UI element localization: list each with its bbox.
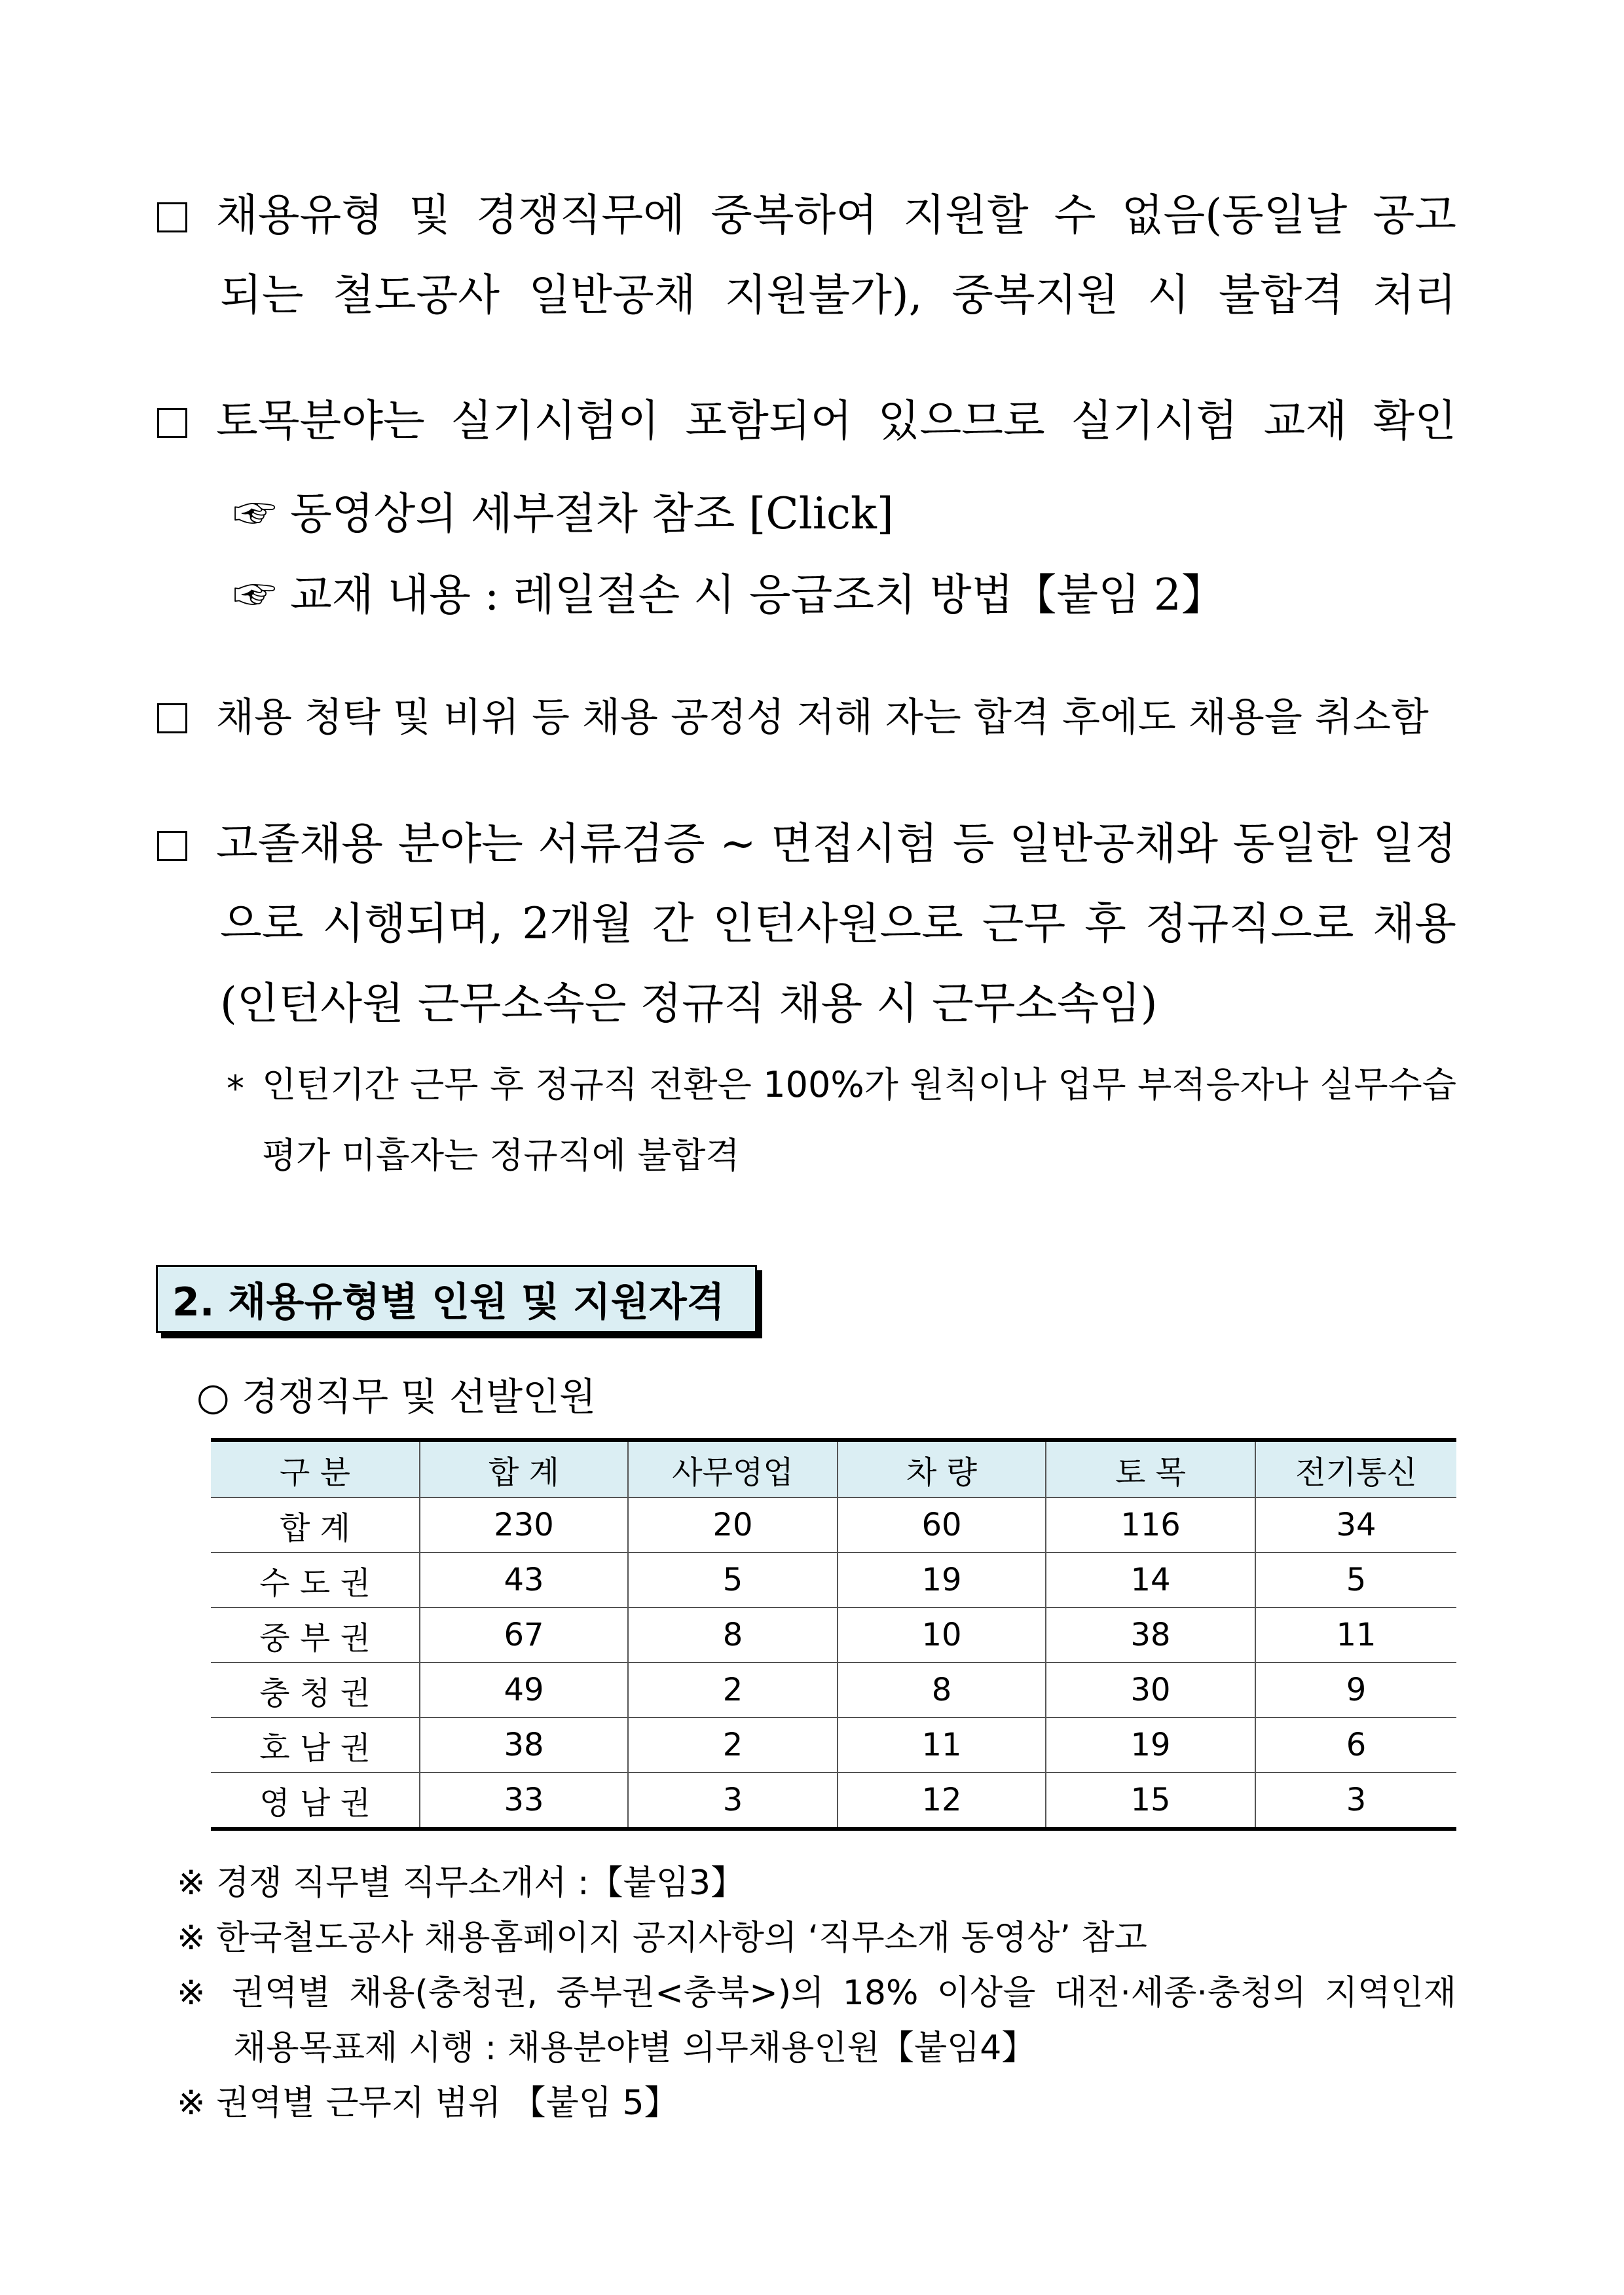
footnote-line-1: 인턴기간 근무 후 정규직 전환은 100%가 원칙이나 업무 부적응자나 실무수습 <box>262 1064 1456 1105</box>
section-title: 2. 채용유형별 인원 및 지원자격 <box>172 1279 725 1325</box>
table-cell: 12 <box>838 1772 1046 1829</box>
table-cell: 33 <box>420 1772 628 1829</box>
table-cell: 116 <box>1046 1497 1255 1552</box>
bullet-4-line-3: (인턴사원 근무소속은 정규직 채용 시 근무소속임) <box>220 978 1158 1029</box>
bullet-1-line-1: 채용유형 및 경쟁직무에 중복하여 지원할 수 없음(동일날 공고 <box>157 194 1456 237</box>
table-cell: 43 <box>420 1552 628 1607</box>
table-cell: 67 <box>420 1607 628 1662</box>
table-cell: 230 <box>420 1497 628 1552</box>
table-cell: 49 <box>420 1662 628 1717</box>
table-header-cell: 차 량 <box>838 1440 1046 1497</box>
checkbox-icon <box>157 202 187 232</box>
note-3-continued: 채용목표제 시행 : 채용분야별 의무채용인원【붙임4】 <box>233 2029 1036 2068</box>
note-2: ※ 한국철도공사 채용홈페이지 공지사항의 ‘직무소개 동영상’ 참고 <box>177 1919 1147 1958</box>
footnote-line-2: 평가 미흡자는 정규직에 불합격 <box>262 1135 740 1176</box>
textbook-content-reference: ☞ 교재 내용 : 레일절손 시 응급조치 방법【붙임 2】 <box>233 570 1225 620</box>
table-cell: 20 <box>628 1497 838 1552</box>
note-4: ※ 권역별 근무지 범위 【붙임 5】 <box>177 2084 678 2123</box>
bullet-3-line-1: 채용 청탁 및 비위 등 채용 공정성 저해 자는 합격 후에도 채용을 취소함 <box>157 698 1429 737</box>
table-cell: 수 도 권 <box>211 1552 420 1607</box>
table-cell: 중 부 권 <box>211 1607 420 1662</box>
table-cell: 2 <box>628 1717 838 1772</box>
table-cell: 합 계 <box>211 1497 420 1552</box>
table-header-cell: 전기통신 <box>1255 1440 1456 1497</box>
table-cell: 10 <box>838 1607 1046 1662</box>
checkbox-icon <box>157 703 187 733</box>
checkbox-icon <box>157 408 187 438</box>
table-row <box>211 1607 1456 1662</box>
table-row <box>211 1662 1456 1717</box>
table-row <box>211 1772 1456 1829</box>
bullet-1-line-2: 되는 철도공사 일반공채 지원불가), 중복지원 시 불합격 처리 <box>220 270 1456 320</box>
note-1: ※ 경쟁 직무별 직무소개서 :【붙임3】 <box>177 1864 745 1903</box>
table-cell: 8 <box>838 1662 1046 1717</box>
table-row <box>211 1552 1456 1607</box>
table-cell: 8 <box>628 1607 838 1662</box>
table-cell: 6 <box>1255 1717 1456 1772</box>
table-cell: 충 청 권 <box>211 1662 420 1717</box>
table-cell: 5 <box>1255 1552 1456 1607</box>
table-cell: 15 <box>1046 1772 1255 1829</box>
note-3: ※ 권역별 채용(충청권, 중부권<충북>)의 18% 이상을 대전·세종·충청의 지역인재 <box>177 1974 1456 2013</box>
table-cell: 11 <box>1255 1607 1456 1662</box>
table-row <box>211 1717 1456 1772</box>
bullet-4-line-1: 고졸채용 분야는 서류검증 ~ 면접시험 등 일반공채와 동일한 일정 <box>157 822 1456 866</box>
table-cell: 60 <box>838 1497 1046 1552</box>
table-cell: 5 <box>628 1552 838 1607</box>
footnote-mark: * <box>227 1068 244 1109</box>
table-header-cell: 구 분 <box>211 1440 420 1497</box>
table-cell: 30 <box>1046 1662 1255 1717</box>
table-header-cell: 합 계 <box>420 1440 628 1497</box>
table-header-cell: 사무영업 <box>628 1440 838 1497</box>
checkbox-icon <box>157 831 187 861</box>
table-cell: 3 <box>1255 1772 1456 1829</box>
table-row <box>211 1497 1456 1552</box>
table-cell: 19 <box>838 1552 1046 1607</box>
table-cell: 호 남 권 <box>211 1717 420 1772</box>
bullet-2-line-1: 토목분야는 실기시험이 포함되어 있으므로 실기시험 교재 확인 <box>157 399 1456 443</box>
quota-table <box>211 1438 1456 1831</box>
table-cell: 11 <box>838 1717 1046 1772</box>
section-title-box <box>156 1265 757 1333</box>
video-procedure-link[interactable]: ☞ 동영상의 세부절차 참조 [Click] <box>233 488 894 539</box>
table-cell: 14 <box>1046 1552 1255 1607</box>
table-cell: 영 남 권 <box>211 1772 420 1829</box>
table-cell: 34 <box>1255 1497 1456 1552</box>
table-cell: 2 <box>628 1662 838 1717</box>
bullet-4-line-2: 으로 시행되며, 2개월 간 인턴사원으로 근무 후 정규직으로 채용 <box>220 898 1456 949</box>
table-cell: 3 <box>628 1772 838 1829</box>
table-cell: 38 <box>420 1717 628 1772</box>
table-header-cell: 토 목 <box>1046 1440 1255 1497</box>
table-cell: 38 <box>1046 1607 1255 1662</box>
subheading: ○ 경쟁직무 및 선발인원 <box>196 1374 597 1419</box>
table-header-row <box>211 1440 1456 1497</box>
table-cell: 9 <box>1255 1662 1456 1717</box>
table-cell: 19 <box>1046 1717 1255 1772</box>
